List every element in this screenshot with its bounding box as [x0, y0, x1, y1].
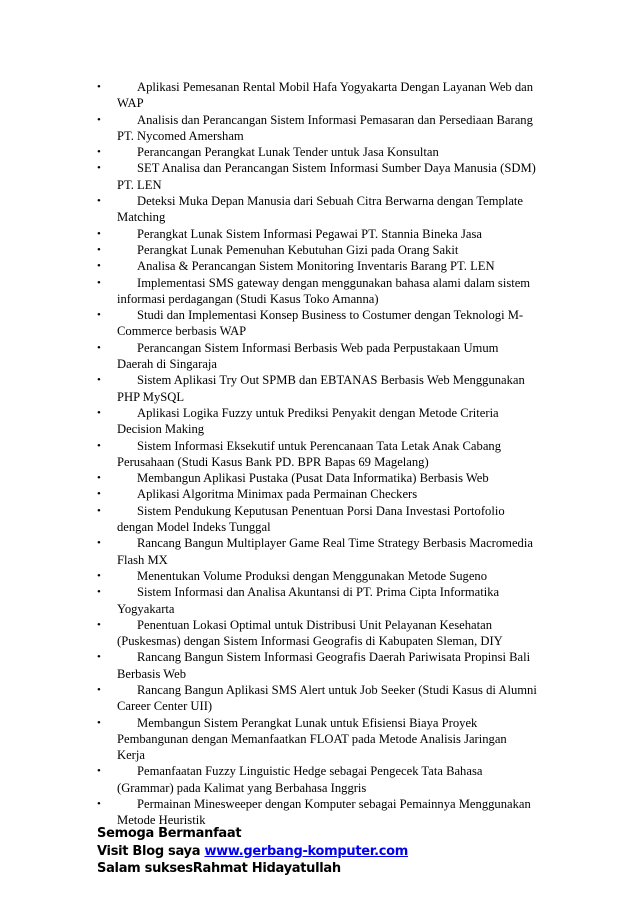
- list-item-text: Membangun Aplikasi Pustaka (Pusat Data Informatika) Berbasis Web: [137, 471, 489, 486]
- footer-greeting: Semoga Bermanfaat: [97, 826, 242, 841]
- topic-list: [0, 79, 638, 829]
- bullet-icon: •: [97, 276, 101, 289]
- list-item: [0, 226, 537, 242]
- list-item: [0, 144, 537, 160]
- footer-signature: Salam suksesRahmat Hidayatullah: [97, 861, 341, 876]
- bullet-icon: •: [97, 765, 101, 778]
- list-item: [0, 340, 537, 373]
- list-item-text: Rancang Bangun Aplikasi SMS Alert untuk Job Seeker (Studi Kasus di Alumni Career Center UII): [117, 682, 537, 714]
- list-item-text: Analisis dan Perancangan Sistem Informasi Pemasaran dan Persediaan Barang PT. Nycomed Amersham: [117, 112, 533, 143]
- bullet-icon: •: [97, 716, 101, 729]
- list-item: [0, 438, 537, 471]
- list-item: [0, 79, 537, 112]
- list-item: [0, 486, 537, 502]
- bullet-icon: •: [97, 618, 101, 631]
- bullet-icon: •: [97, 569, 101, 582]
- list-item: [0, 715, 537, 764]
- bullet-icon: •: [97, 227, 101, 240]
- list-item-text: Sistem Informasi dan Analisa Akuntansi di PT. Prima Cipta Informatika Yogyakarta: [117, 585, 500, 616]
- bullet-icon: •: [97, 243, 101, 256]
- blog-link[interactable]: www.gerbang-komputer.com: [204, 843, 408, 859]
- list-item-text: Perancangan Perangkat Lunak Tender untuk Jasa Konsultan: [137, 145, 439, 160]
- list-item: [0, 307, 537, 340]
- list-item: [0, 112, 537, 145]
- list-item-text: Rancang Bangun Multiplayer Game Real Time Strategy Berbasis Macromedia Flash MX: [117, 536, 533, 567]
- bullet-icon: •: [97, 472, 101, 485]
- bullet-icon: •: [97, 309, 101, 322]
- bullet-icon: •: [97, 586, 101, 599]
- list-item: [0, 584, 537, 617]
- list-item-text: Perangkat Lunak Pemenuhan Kebutuhan Gizi pada Orang Sakit: [137, 242, 459, 257]
- list-item: [0, 258, 537, 274]
- list-item-text: Analisa & Perancangan Sistem Monitoring Inventaris Barang PT. LEN: [137, 259, 495, 274]
- list-item: [0, 275, 537, 308]
- list-item-text: Rancang Bangun Sistem Informasi Geografis Daerah Pariwisata Propinsi Bali Berbasis Web: [117, 650, 531, 681]
- list-item-text: Aplikasi Algoritma Minimax pada Permainan Checkers: [137, 487, 418, 502]
- list-item-text: Aplikasi Logika Fuzzy untuk Prediksi Penyakit dengan Metode Criteria Decision Making: [117, 405, 499, 437]
- list-item: [0, 649, 537, 682]
- list-item-text: Perangkat Lunak Sistem Informasi Pegawai PT. Stannia Bineka Jasa: [137, 226, 482, 241]
- bullet-icon: •: [97, 537, 101, 550]
- bullet-icon: •: [97, 146, 101, 159]
- list-item: [0, 193, 537, 226]
- bullet-icon: •: [97, 113, 101, 126]
- list-item-text: Studi dan Implementasi Konsep Business to Costumer dengan Teknologi M-Commerce berbasis WAP: [117, 308, 524, 339]
- footer-blog-prefix: Visit Blog saya: [97, 843, 205, 859]
- list-item-text: Perancangan Sistem Informasi Berbasis Web pada Perpustakaan Umum Daerah di Singaraja: [117, 340, 499, 372]
- list-item: [0, 763, 537, 796]
- list-item-text: Membangun Sistem Perangkat Lunak untuk Efisiensi Biaya Proyek Pembangunan dengan Memanfaatkan FLOAT pada Metode Analisis Jaringan Kerja: [117, 715, 507, 763]
- list-item-text: Sistem Pendukung Keputusan Penentuan Porsi Dana Investasi Portofolio dengan Model Indeks Tunggal: [117, 503, 505, 535]
- bullet-icon: •: [97, 504, 101, 517]
- bullet-icon: •: [97, 260, 101, 273]
- list-item-text: Implementasi SMS gateway dengan menggunakan bahasa alami dalam sistem informasi perdagangan (Studi Kasus Toko Amanna): [117, 275, 531, 306]
- list-item: [0, 470, 537, 486]
- footer: [97, 825, 408, 878]
- list-item: [0, 535, 537, 568]
- list-item-text: Pemanfaatan Fuzzy Linguistic Hedge sebagai Pengecek Tata Bahasa (Grammar) pada Kalimat yang Berbahasa Inggris: [117, 764, 483, 795]
- bullet-icon: •: [97, 439, 101, 452]
- list-item: [0, 568, 537, 584]
- list-item-text: Sistem Aplikasi Try Out SPMB dan EBTANAS Berbasis Web Menggunakan PHP MySQL: [117, 373, 525, 404]
- list-item: [0, 503, 537, 536]
- list-item-text: Permainan Minesweeper dengan Komputer sebagai Pemainnya Menggunakan Metode Heuristik: [117, 797, 531, 828]
- bullet-icon: •: [97, 341, 101, 354]
- list-item: [0, 796, 537, 829]
- bullet-icon: •: [97, 683, 101, 696]
- list-item-text: Aplikasi Pemesanan Rental Mobil Hafa Yogyakarta Dengan Layanan Web dan WAP: [117, 80, 534, 111]
- list-item-text: Penentuan Lokasi Optimal untuk Distribusi Unit Pelayanan Kesehatan (Puskesmas) dengan Sistem Informasi Geografis di Kabupaten Sleman, DIY: [117, 617, 503, 649]
- bullet-icon: •: [97, 81, 101, 93]
- bullet-icon: •: [97, 488, 101, 501]
- list-item-text: Deteksi Muka Depan Manusia dari Sebuah Citra Berwarna dengan Template Matching: [117, 194, 524, 225]
- list-item: [0, 160, 537, 193]
- bullet-icon: •: [97, 651, 101, 664]
- bullet-icon: •: [97, 374, 101, 387]
- list-item: [0, 617, 537, 650]
- bullet-icon: •: [97, 195, 101, 208]
- footer-blog-line: [97, 843, 408, 861]
- list-item: [0, 242, 537, 258]
- list-item-text: Sistem Informasi Eksekutif untuk Perencanaan Tata Letak Anak Cabang Perusahaan (Studi Kasus Bank PD. BPR Bapas 69 Magelang): [117, 438, 502, 469]
- list-item: [0, 372, 537, 405]
- list-item-text: SET Analisa dan Perancangan Sistem Informasi Sumber Daya Manusia (SDM) PT. LEN: [117, 161, 536, 192]
- bullet-icon: •: [97, 162, 101, 175]
- list-item: [0, 682, 537, 715]
- list-item-text: Menentukan Volume Produksi dengan Menggunakan Metode Sugeno: [137, 568, 488, 583]
- bullet-icon: •: [97, 406, 101, 419]
- list-item: [0, 405, 537, 438]
- bullet-icon: •: [97, 798, 101, 811]
